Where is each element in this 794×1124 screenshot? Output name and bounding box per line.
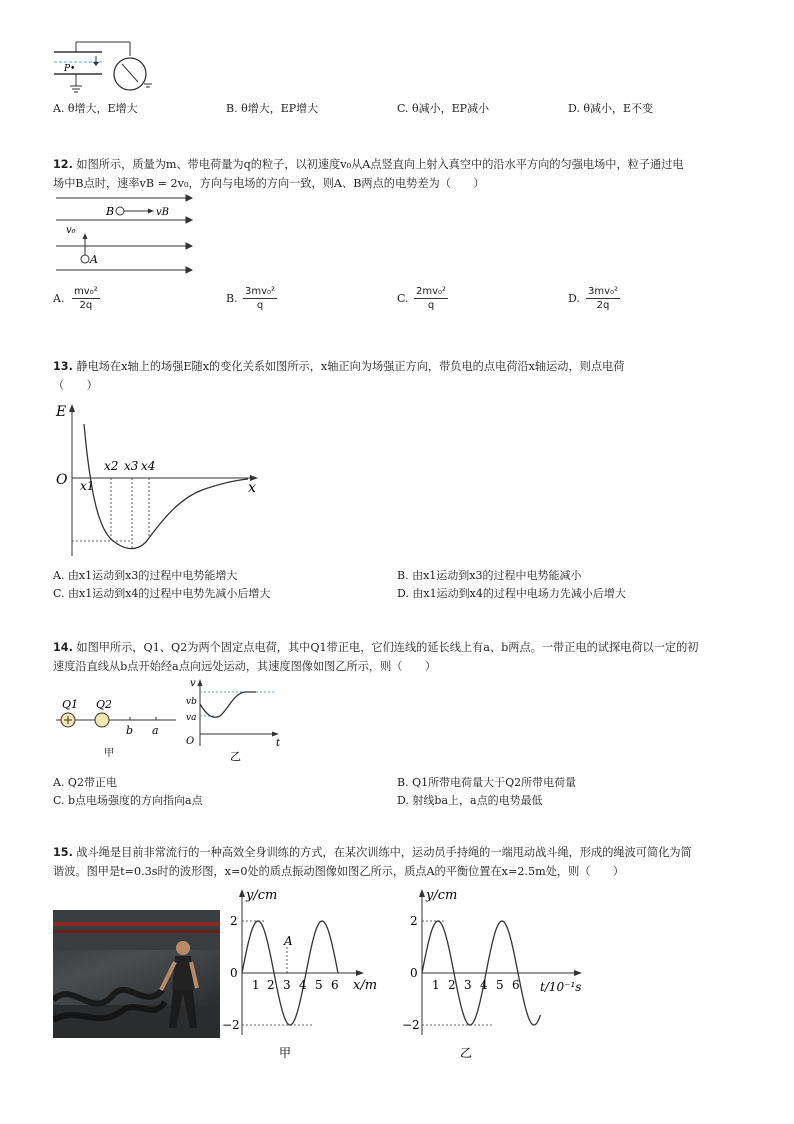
- battle-rope-photo: [53, 910, 220, 1038]
- q15-yi-xtick-4: 4: [480, 978, 488, 992]
- q12-label-b: B: [106, 205, 115, 218]
- q12-label-v0: v₀: [66, 225, 76, 236]
- q12-option-b-fraction: [243, 286, 277, 311]
- q15-jia-label-a: A: [284, 934, 293, 948]
- q14-option-b: B. Q1所带电荷量大于Q2所带电荷量: [397, 776, 577, 789]
- q13-label-x4: x4: [141, 459, 156, 473]
- q13-text-line2: （ ）: [53, 379, 98, 392]
- q12-option-a-den: 2q: [79, 300, 93, 311]
- q15-wave-graph-jia: [222, 885, 387, 1063]
- q15-question: [53, 843, 743, 881]
- q13-option-d: D. 由x1运动到x4的过程中电场力先减小后增大: [397, 587, 626, 600]
- q15-number: 15.: [53, 846, 73, 859]
- q14-text-line2: 速度沿直线从b点开始经a点向远处运动，其速度图像如图乙所示，则（ ）: [53, 660, 437, 673]
- q13-label-x: x: [248, 480, 256, 496]
- q14-label-a: a: [152, 724, 159, 737]
- q13-text-line1: 静电场在x轴上的场强E随x的变化关系如图所示，x轴正向为场强正方向，带负电的点电荷沿x轴运动，则点电荷: [76, 360, 625, 373]
- q12-option-c-fraction: [414, 286, 448, 311]
- q15-text-line1: 战斗绳是目前非常流行的一种高效全身训练的方式，在某次训练中，运动员手持绳的一端甩动战斗绳，形成的绳波可简化为简: [76, 846, 692, 859]
- q13-label-x2: x2: [104, 459, 119, 473]
- q12-text-line2: 场中B点时，速率vB = 2v₀，方向与电场的方向一致，则A、B两点的电势差为（ ）: [53, 177, 485, 190]
- q11-option-c: C. θ减小，EP减小: [397, 102, 490, 115]
- q14-label-b: b: [126, 724, 134, 737]
- q14-label-q2: Q2: [96, 698, 113, 711]
- q14-caption-jia: 甲: [104, 748, 114, 759]
- q15-vibration-graph-yi: [398, 885, 598, 1063]
- q15-yi-xtick-6: 6: [512, 978, 520, 992]
- q14-option-a: A. Q2带正电: [53, 776, 117, 789]
- q12-option-d-num: 3mv₀²: [588, 286, 619, 297]
- q15-yi-ylabel: y/cm: [426, 888, 458, 903]
- q14-charges-figure: [52, 692, 182, 762]
- q13-question: [53, 357, 743, 395]
- q14-option-d: D. 射线ba上，a点的电势最低: [397, 794, 543, 807]
- q13-label-x3: x3: [124, 459, 139, 473]
- q14-caption-yi: 乙: [230, 750, 241, 763]
- q15-jia-xtick-2: 2: [267, 978, 275, 992]
- q15-yi-xtick-5: 5: [496, 978, 504, 992]
- q13-e-x-graph: [52, 400, 267, 560]
- q14-text-line1: 如图甲所示，Q1、Q2为两个固定点电荷，其中Q1带正电，它们连线的延长线上有a、b两点。一带正电的试探电荷以一定的初: [76, 641, 699, 654]
- q12-option-a-num: mv₀²: [74, 286, 98, 297]
- q11-option-a: A. θ增大，E增大: [53, 102, 138, 115]
- q14-label-va: va: [186, 713, 197, 723]
- q12-option-b-num: 3mv₀²: [245, 286, 276, 297]
- q13-option-a: A. 由x1运动到x3的过程中电势能增大: [53, 569, 238, 582]
- q12-option-d-letter: D.: [568, 292, 580, 305]
- q15-yi-ytick-2: 2: [410, 914, 418, 928]
- q14-option-c: C. b点电场强度的方向指向a点: [53, 794, 203, 807]
- q12-option-c-num: 2mv₀²: [416, 286, 447, 297]
- q12-option-d-den: 2q: [596, 300, 610, 311]
- q15-jia-xtick-4: 4: [299, 978, 307, 992]
- q15-jia-ytick-neg2: −2: [222, 1018, 240, 1032]
- q14-question: [53, 638, 743, 676]
- q15-jia-xtick-1: 1: [252, 978, 260, 992]
- q13-option-b: B. 由x1运动到x3的过程中电势能减小: [397, 569, 582, 582]
- q12-option-a-fraction: [72, 286, 100, 311]
- q12-option-b-den: q: [256, 300, 264, 311]
- q12-option-a-letter: A.: [53, 292, 65, 305]
- q15-yi-xtick-1: 1: [432, 978, 440, 992]
- q12-option-c-den: q: [427, 300, 435, 311]
- q12-option-d-fraction: [586, 286, 620, 311]
- q12-label-a: A: [90, 253, 98, 266]
- q13-label-o: O: [56, 472, 68, 488]
- q11-option-d: D. θ减小，E不变: [568, 102, 654, 115]
- q15-jia-ylabel: y/cm: [246, 888, 278, 903]
- q12-label-vb: vB: [156, 207, 169, 218]
- q11-capacitor-figure: [50, 38, 170, 100]
- q15-yi-ytick-0: 0: [410, 966, 418, 980]
- q15-text-line2: 谐波。图甲是t=0.3s时的波形图，x=0处的质点振动图像如图乙所示，质点A的平衡位置在x=2.5m处，则（ ）: [53, 865, 625, 878]
- q12-option-c-letter: C.: [397, 292, 409, 305]
- q14-number: 14.: [53, 641, 73, 654]
- q15-jia-xlabel: x/m: [353, 978, 378, 993]
- q11-option-b: B. θ增大，EP增大: [226, 102, 319, 115]
- q14-velocity-graph: [180, 676, 290, 766]
- q15-jia-caption: 甲: [279, 1046, 292, 1060]
- q12-text-line1: 如图所示，质量为m、带电荷量为q的粒子，以初速度v₀从A点竖直向上射入真空中的沿水平方向的匀强电场中，粒子通过电: [76, 158, 684, 171]
- q12-option-b-letter: B.: [226, 292, 238, 305]
- q13-option-c: C. 由x1运动到x4的过程中电势先减小后增大: [53, 587, 271, 600]
- q12-number: 12.: [53, 158, 73, 171]
- q15-jia-ytick-0: 0: [230, 966, 238, 980]
- q12-field-figure: [52, 192, 197, 274]
- q14-label-o: O: [186, 736, 195, 747]
- q11-label-p: P•: [64, 64, 76, 74]
- q13-label-x1: x1: [80, 479, 95, 493]
- q15-jia-ytick-2: 2: [230, 914, 238, 928]
- q12-question: [53, 155, 743, 193]
- q15-jia-xtick-5: 5: [315, 978, 323, 992]
- q15-jia-xtick-3: 3: [283, 978, 291, 992]
- q15-jia-xtick-6: 6: [331, 978, 339, 992]
- q15-yi-ytick-neg2: −2: [402, 1018, 420, 1032]
- q13-label-e: E: [56, 404, 67, 420]
- q13-number: 13.: [53, 360, 73, 373]
- q15-yi-xlabel: t/10⁻¹s: [540, 980, 582, 994]
- q15-yi-xtick-3: 3: [464, 978, 472, 992]
- q14-label-vb: vb: [186, 697, 197, 707]
- q15-yi-caption: 乙: [460, 1046, 473, 1060]
- q14-label-v: v: [190, 678, 196, 689]
- q15-yi-xtick-2: 2: [448, 978, 456, 992]
- q14-label-t: t: [276, 738, 281, 749]
- q14-label-q1: Q1: [62, 698, 79, 711]
